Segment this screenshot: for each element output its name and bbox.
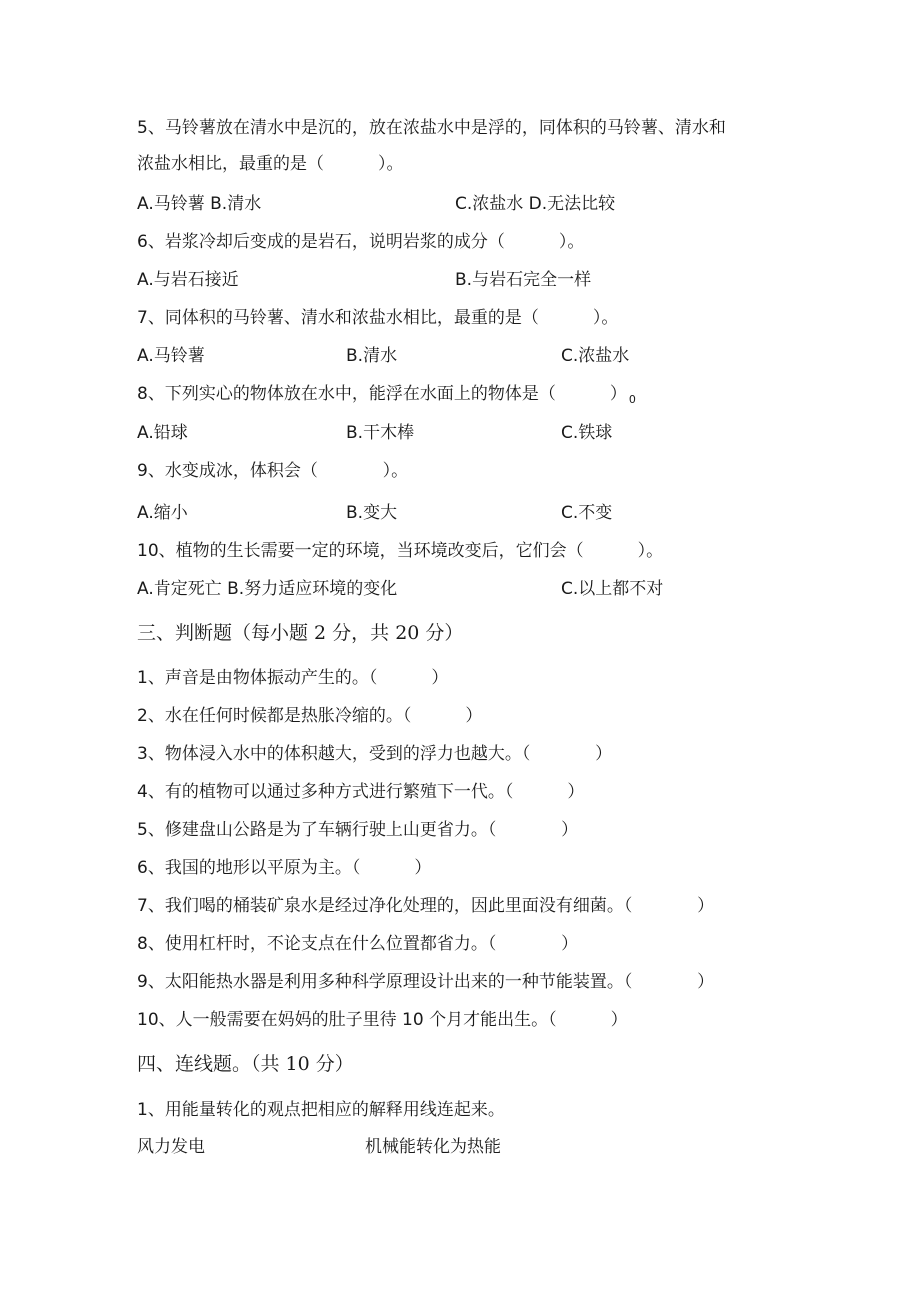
section-3-title: 三、判断题（每小题 2 分，共 20 分） — [137, 622, 464, 644]
question-7-option-b: B.清水 — [346, 346, 398, 366]
question-8-trailing-mark: 0 — [628, 393, 636, 406]
question-6-option-b: B.与岩石完全一样 — [455, 270, 592, 290]
question-5-options-cd: C.浓盐水 D.无法比较 — [455, 194, 616, 214]
judge-item-8: 8、使用杠杆时，不论支点在什么位置都省力。（ ） — [137, 934, 579, 954]
judge-item-7: 7、我们喝的桶装矿泉水是经过净化处理的，因此里面没有细菌。（ ） — [137, 896, 715, 916]
judge-item-2: 2、水在任何时候都是热胀冷缩的。（ ） — [137, 706, 483, 726]
section-4-title: 四、连线题。（共 10 分） — [137, 1053, 354, 1075]
question-5-options-ab: A.马铃薯 B.清水 — [137, 194, 262, 214]
judge-item-10: 10、人一般需要在妈妈的肚子里待 10 个月才能出生。（ ） — [137, 1010, 628, 1030]
judge-item-5: 5、修建盘山公路是为了车辆行驶上山更省力。（ ） — [137, 820, 579, 840]
question-8-option-a: A.铅球 — [137, 423, 188, 443]
question-7-option-a: A.马铃薯 — [137, 346, 205, 366]
matching-right-item: 机械能转化为热能 — [365, 1137, 501, 1157]
question-10-options-ab: A.肯定死亡 B.努力适应环境的变化 — [137, 579, 398, 599]
matching-question-1: 1、用能量转化的观点把相应的解释用线连起来。 — [137, 1100, 505, 1120]
judge-item-9: 9、太阳能热水器是利用多种科学原理设计出来的一种节能装置。（ ） — [137, 972, 715, 992]
question-9-text: 9、水变成冰，体积会（ ）。 — [137, 461, 409, 481]
question-10-text: 10、植物的生长需要一定的环境，当环境改变后，它们会（ ）。 — [137, 541, 664, 561]
question-5-line-1: 5、马铃薯放在清水中是沉的，放在浓盐水中是浮的，同体积的马铃薯、清水和 — [137, 118, 726, 138]
question-5-line-2: 浓盐水相比，最重的是（ ）。 — [137, 154, 404, 174]
question-9-option-b: B.变大 — [346, 503, 398, 523]
question-7-text: 7、同体积的马铃薯、清水和浓盐水相比，最重的是（ ）。 — [137, 308, 619, 328]
question-6-text: 6、岩浆冷却后变成的是岩石，说明岩浆的成分（ ）。 — [137, 232, 585, 252]
question-8-stem: 8、下列实心的物体放在水中，能浮在水面上的物体是（ ） — [137, 384, 627, 404]
question-10-option-c: C.以上都不对 — [561, 579, 664, 599]
question-8-option-b: B.干木棒 — [346, 423, 415, 443]
judge-item-1: 1、声音是由物体振动产生的。（ ） — [137, 668, 449, 688]
question-8-option-c: C.铁球 — [561, 423, 613, 443]
matching-left-item: 风力发电 — [137, 1137, 205, 1157]
question-7-option-c: C.浓盐水 — [561, 346, 630, 366]
question-8-text — [137, 383, 636, 411]
question-6-option-a: A.与岩石接近 — [137, 270, 239, 290]
judge-item-3: 3、物体浸入水中的体积越大，受到的浮力也越大。（ ） — [137, 744, 613, 764]
judge-item-4: 4、有的植物可以通过多种方式进行繁殖下一代。（ ） — [137, 782, 585, 802]
judge-item-6: 6、我国的地形以平原为主。（ ） — [137, 858, 432, 878]
question-9-option-c: C.不变 — [561, 503, 613, 523]
question-9-option-a: A.缩小 — [137, 503, 188, 523]
